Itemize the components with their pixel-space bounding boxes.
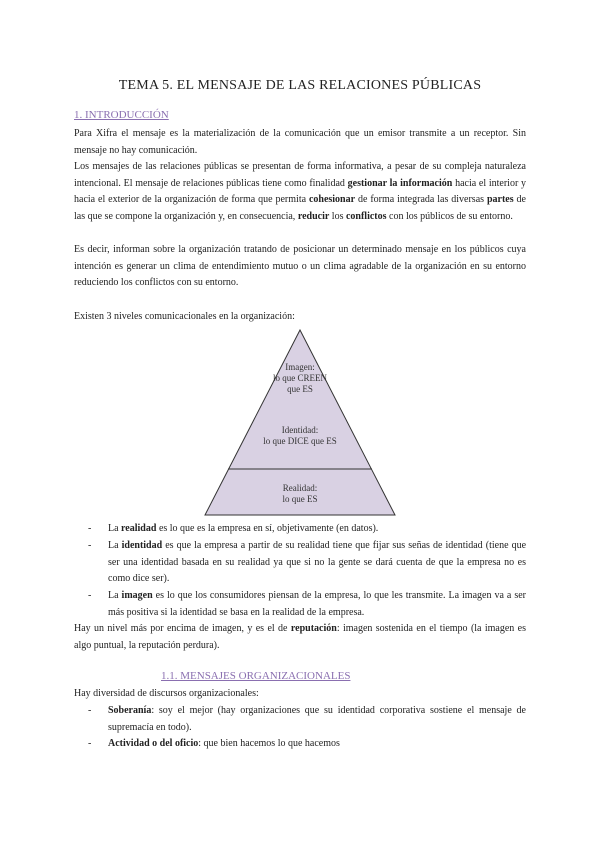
paragraph-reputacion: Hay un nivel más por encima de imagen, y es el de reputación: imagen sostenida en el tiempo (la imagen es algo puntual, la reputación perdura). <box>74 623 527 651</box>
pyramid-bottom-line-1: Realidad: <box>282 483 318 493</box>
paragraph-mensajes-rp: Los mensajes de las relaciones públicas se presentan de forma informativa, a pesar de su compleja naturaleza intencional. El mensaje de relaciones públicas tiene como finalidad gestionar la información hacia el interior y hacia el exterior de la organización de forma que permita cohesionar de forma integrada las diversas partes de las que se compone la organización y, en consecuencia, reducir los conflictos con los públicos de su entorno. <box>74 161 526 222</box>
list-item-realidad: - La realidad es lo que es la empresa en sí, objetivamente (en datos). <box>88 523 379 534</box>
pyramid-middle-line-2: lo que DICE que ES <box>263 436 337 446</box>
pyramid-middle-line-1: Identidad: <box>281 425 319 435</box>
paragraph-xifra: Para Xifra el mensaje es la materialización de la comunicación que un emisor transmite a un receptor. Sin mensaje no hay comunicación. <box>74 128 526 156</box>
list-item-imagen: - La imagen es lo que los consumidores piensan de la empresa, lo que les transmite. La imagen va a ser más positiva si la identidad se basa en la realidad de la empresa. <box>88 590 526 618</box>
list-item-identidad: - La identidad es que la empresa a partir de su realidad tiene que fijar sus señas de identidad (tiene que ser una identidad basada en su realidad ya que si no la gente se dará cuenta de que la empresa no es como dice ser). <box>88 540 527 584</box>
list-item-actividad: - Actividad o del oficio: que bien hacemos lo que hacemos <box>88 738 340 749</box>
paragraph-es-decir: Es decir, informan sobre la organización tratando de posicionar un determinado mensaje en los públicos cuya intención es generar un clima de entendimiento mutuo o un clima agradable de la organización en su entorno reduciendo los conflictos con su entorno. <box>74 244 526 288</box>
list-item-soberania: - Soberanía: soy el mejor (hay organizaciones que su identidad corporativa sostiene el mensaje de supremacía en todo). <box>88 705 526 733</box>
section-heading-mensajes-organizacionales: 1.1. MENSAJES ORGANIZACIONALES <box>161 670 351 682</box>
pyramid-bottom-line-2: lo que ES <box>282 494 318 504</box>
paragraph-discursos: Hay diversidad de discursos organizacionales: <box>74 688 259 699</box>
pyramid-top-line-3: que ES <box>287 384 313 394</box>
pyramid-top-line-2: lo que CREEN <box>273 373 327 383</box>
paragraph-niveles-intro: Existen 3 niveles comunicacionales en la organización: <box>74 311 295 322</box>
pyramid-top-line-1: Imagen: <box>285 362 315 372</box>
section-heading-introduccion: 1. INTRODUCCIÓN <box>74 109 169 121</box>
pyramid-diagram <box>200 325 400 520</box>
page-title: TEMA 5. EL MENSAJE DE LAS RELACIONES PÚBLICAS <box>118 78 482 93</box>
